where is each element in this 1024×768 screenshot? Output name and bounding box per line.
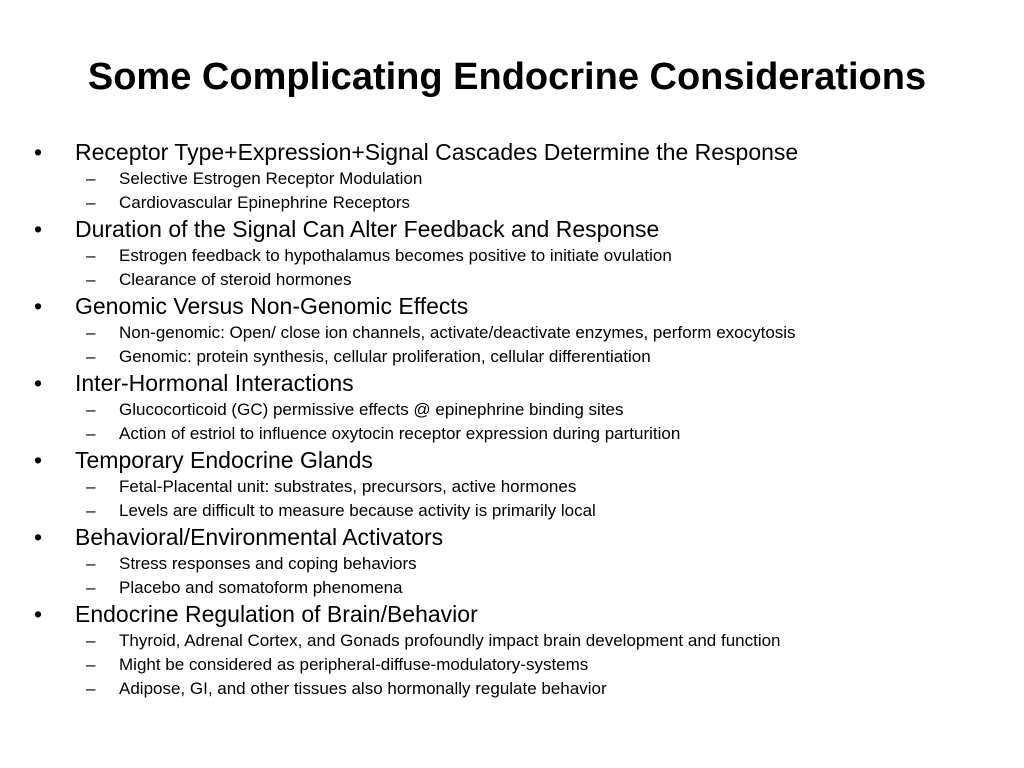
sub-bullet-marker: –: [86, 655, 96, 674]
bullet-marker: •: [34, 447, 43, 473]
bullet-list: [34, 138, 994, 701]
sub-bullet-text: Fetal-Placental unit: substrates, precursors, active hormones: [119, 477, 577, 496]
bullet-text: Behavioral/Environmental Activators: [75, 524, 444, 550]
sub-bullet-marker: –: [86, 323, 96, 342]
sub-bullet-text: Estrogen feedback to hypothalamus becomes positive to initiate ovulation: [119, 246, 672, 265]
sub-bullet-text: Levels are difficult to measure because activity is primarily local: [119, 501, 596, 520]
bullet-text: Duration of the Signal Can Alter Feedback and Response: [75, 216, 660, 242]
sub-bullet-item: [34, 398, 994, 422]
sub-bullet-marker: –: [86, 424, 96, 443]
bullet-item: [34, 446, 994, 475]
sub-bullet-item: [34, 629, 994, 653]
bullet-item: [34, 369, 994, 398]
bullet-text: Inter-Hormonal Interactions: [75, 370, 354, 396]
sub-bullet-marker: –: [86, 193, 96, 212]
sub-bullet-marker: –: [86, 169, 96, 188]
sub-bullet-item: [34, 677, 994, 701]
sub-bullet-marker: –: [86, 578, 96, 597]
sub-bullet-text: Non-genomic: Open/ close ion channels, activate/deactivate enzymes, perform exocytosis: [119, 323, 796, 342]
sub-bullet-text: Action of estriol to influence oxytocin receptor expression during parturition: [119, 424, 681, 443]
sub-bullet-marker: –: [86, 501, 96, 520]
bullet-text: Temporary Endocrine Glands: [75, 447, 373, 473]
bullet-item: [34, 292, 994, 321]
sub-bullet-item: [34, 422, 994, 446]
bullet-marker: •: [34, 293, 43, 319]
sub-bullet-marker: –: [86, 246, 96, 265]
sub-bullet-marker: –: [86, 270, 96, 289]
sub-bullet-item: [34, 576, 994, 600]
bullet-item: [34, 138, 994, 167]
sub-bullet-marker: –: [86, 347, 96, 366]
bullet-item: [34, 600, 994, 629]
sub-bullet-item: [34, 244, 994, 268]
bullet-marker: •: [34, 139, 43, 165]
sub-bullet-item: [34, 475, 994, 499]
bullet-item: [34, 215, 994, 244]
sub-bullet-text: Glucocorticoid (GC) permissive effects @ epinephrine binding sites: [119, 400, 624, 419]
bullet-text: Endocrine Regulation of Brain/Behavior: [75, 601, 478, 627]
sub-bullet-text: Might be considered as peripheral-diffuse-modulatory-systems: [119, 655, 589, 674]
bullet-text: Genomic Versus Non-Genomic Effects: [75, 293, 469, 319]
slide-title: Some Complicating Endocrine Considerations: [87, 56, 927, 98]
sub-bullet-marker: –: [86, 400, 96, 419]
bullet-marker: •: [34, 524, 43, 550]
sub-bullet-item: [34, 321, 994, 345]
sub-bullet-item: [34, 552, 994, 576]
sub-bullet-text: Clearance of steroid hormones: [119, 270, 352, 289]
sub-bullet-text: Placebo and somatoform phenomena: [119, 578, 403, 597]
sub-bullet-marker: –: [86, 679, 96, 698]
sub-bullet-item: [34, 345, 994, 369]
sub-bullet-item: [34, 268, 994, 292]
bullet-marker: •: [34, 370, 43, 396]
sub-bullet-marker: –: [86, 631, 96, 650]
bullet-text: Receptor Type+Expression+Signal Cascades Determine the Response: [75, 139, 799, 165]
sub-bullet-item: [34, 653, 994, 677]
sub-bullet-text: Cardiovascular Epinephrine Receptors: [119, 193, 411, 212]
sub-bullet-marker: –: [86, 477, 96, 496]
sub-bullet-text: Stress responses and coping behaviors: [119, 554, 417, 573]
sub-bullet-item: [34, 191, 994, 215]
bullet-item: [34, 523, 994, 552]
sub-bullet-marker: –: [86, 554, 96, 573]
sub-bullet-text: Thyroid, Adrenal Cortex, and Gonads profoundly impact brain development and function: [119, 631, 781, 650]
bullet-marker: •: [34, 601, 43, 627]
bullet-marker: •: [34, 216, 43, 242]
sub-bullet-item: [34, 167, 994, 191]
sub-bullet-text: Adipose, GI, and other tissues also hormonally regulate behavior: [119, 679, 607, 698]
sub-bullet-text: Genomic: protein synthesis, cellular proliferation, cellular differentiation: [119, 347, 651, 366]
sub-bullet-text: Selective Estrogen Receptor Modulation: [119, 169, 423, 188]
sub-bullet-item: [34, 499, 994, 523]
